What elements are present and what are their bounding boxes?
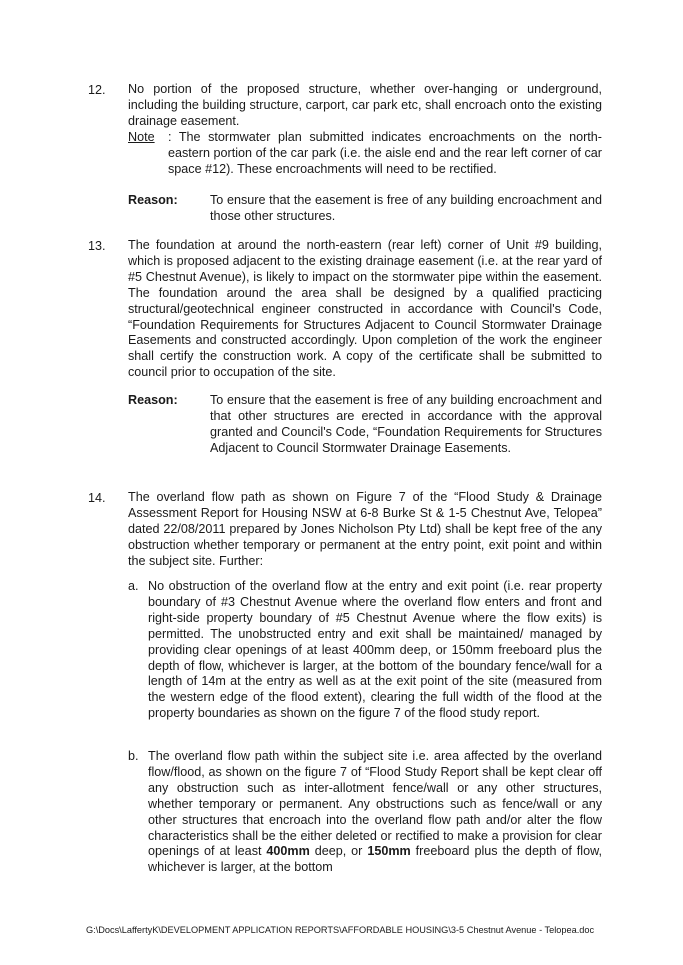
subitem-text <box>148 749 602 876</box>
condition-text: No portion of the proposed structure, whether over-hanging or underground, including the building structure, carport, car park etc, shall encroach onto the existing drainage easement. <box>128 82 602 128</box>
note-text: : The stormwater plan submitted indicates encroachments on the north-eastern portion of the car park (i.e. the aisle end and the rear left corner of car space #12). These encroachments will need to be rectified. <box>168 130 602 176</box>
subitem-text: No obstruction of the overland flow at the entry and exit point (i.e. rear property boundary of #3 Chestnut Avenue where the overland flow enters and front and right-side property boundary of #5 Chestnut Avenue where the flow exits) is permitted. The unobstructed entry and exit shall be maintained/ managed by providing clear openings of at least 400mm deep, or 150mm freeboard plus the depth of flow, whichever is larger, at the bottom of the boundary fence/wall for a length of 14m at the entry as well as at the exit point of the site (measured from the western edge of the flood extent), clearing the full width of the flood at the property boundaries as shown on the figure 7 of the flood study report. <box>148 579 602 721</box>
subitem-text-part: freeboard plus the depth of flow, whichever is larger, at the bottom <box>148 844 602 875</box>
subitem-text-part: deep, or <box>309 844 368 859</box>
condition-number: 13. <box>88 239 106 253</box>
condition-text: The overland flow path as shown on Figure 7 of the “Flood Study & Drainage Assessment Report for Housing NSW at 6-8 Burke St & 1-5 Chestnut Ave, Telopea” dated 22/08/2011 prepared by Jones Nicholson Pty Ltd) shall be kept free of the any obstruction whether temporary or permanent at the entry point, exit point and within the subject site. Further: <box>128 490 602 568</box>
reason-text: To ensure that the easement is free of any building encroachment and those other structures. <box>210 193 602 223</box>
reason-label: Reason: <box>128 193 178 207</box>
bold-value: 150mm <box>367 844 411 859</box>
condition-number: 12. <box>88 83 106 97</box>
reason-label: Reason: <box>128 393 178 407</box>
document-footer-path: G:\Docs\LaffertyK\DEVELOPMENT APPLICATION REPORTS\AFFORDABLE HOUSING\3-5 Chestnut Avenue - Telopea.doc <box>86 925 595 935</box>
note-label: Note <box>128 130 155 144</box>
condition-number: 14. <box>88 491 106 505</box>
subitem-label: a. <box>128 579 139 593</box>
reason-text: To ensure that the easement is free of any building encroachment and that other structures are erected in accordance with the approval granted and Council's Code, “Foundation Requirements for Structures Adjacent to Council Stormwater Drainage Easements. <box>210 393 602 455</box>
condition-text: The foundation at around the north-eastern (rear left) corner of Unit #9 building, which is proposed adjacent to the existing drainage easement (i.e. at the rear yard of #5 Chestnut Avenue), is likely to impact on the stormwater pipe within the easement. The foundation around the area shall be designed by a qualified practicing structural/geotechnical engineer constructed in accordance with Council's Code, “Foundation Requirements for Structures Adjacent to Council Stormwater Drainage Easements and constructed accordingly. Upon completion of the work the engineer shall certify the construction work. A copy of the certificate shall be submitted to council prior to occupation of the site. <box>128 238 602 380</box>
subitem-label: b. <box>128 749 139 763</box>
bold-value: 400mm <box>266 844 310 859</box>
subitem-text-part: The overland flow path within the subject site i.e. area affected by the overland flow/flood, as shown on the figure 7 of “Flood Study Report shall be kept clear off any obstruction such as inter-allotment fence/wall or any other structures, whether temporary or permanent. Any obstructions such as fence/wall or any other structures that encroach into the overland flow path and/or alter the flow characteristics shall be the either deleted or rectified to make a provision for clear openings of at least <box>148 749 602 859</box>
